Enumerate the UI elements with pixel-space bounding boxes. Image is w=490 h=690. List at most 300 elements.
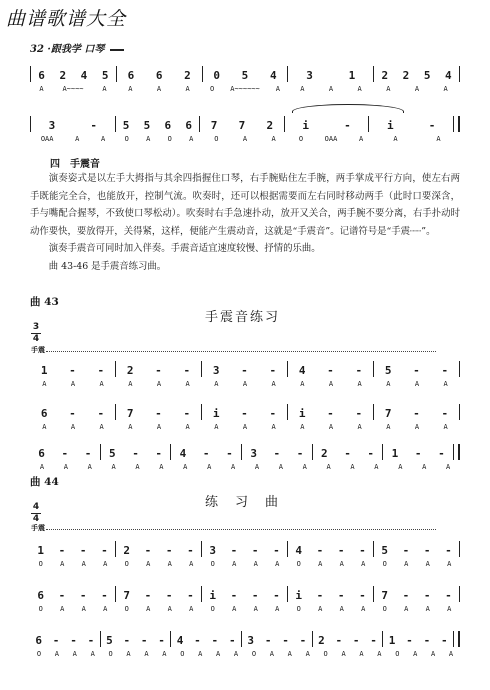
breath-symbol: A [341,650,346,658]
note: - [423,544,431,557]
measure [202,364,287,377]
symbol-group [202,379,288,389]
breath-symbol: A [443,423,448,431]
breath-symbol: A [386,380,391,388]
breath-symbol: A [90,650,95,658]
breath-symbol: A [414,423,420,431]
note: - [273,544,280,557]
note: 0 [213,69,221,82]
intro-note-row [30,60,460,82]
measure [369,119,453,132]
breath-symbol: A [271,135,276,143]
note: 4 [445,69,452,82]
breath-symbol: A [81,605,86,613]
note: 2 [59,69,67,82]
note: 6 [155,69,163,82]
note: 7 [238,119,246,132]
note: - [251,589,259,602]
breath-symbol: O [296,605,301,613]
note: 1 [348,69,356,82]
note: 7 [123,589,130,602]
time-sig-top: 4 [32,502,40,512]
measure [31,69,116,82]
breath-symbol: O [38,605,43,613]
barline [459,361,460,377]
measure [374,589,459,602]
breath-symbol: A [128,423,133,431]
symbol-group [374,422,460,432]
measure [383,447,453,460]
note: 6 [40,407,48,420]
note: 5 [241,69,249,82]
barline [453,116,460,132]
note: - [241,364,248,377]
paragraph-2: 演奏手震音可同时加入伴奏。手震音适宜速度较慢、抒情的乐曲。 [48,243,321,254]
note: - [440,634,448,647]
measure [203,69,288,82]
breath-symbol: A [70,380,76,388]
note: - [445,544,452,557]
breath-symbol: A [159,463,164,471]
piece44-note-row [30,625,460,647]
breath-symbol: A [448,650,454,658]
note: 3 [209,544,216,557]
measure [202,589,287,602]
piece-44-title: 练 习 曲 [205,495,281,510]
breath-symbol: A [146,605,151,613]
breath-symbol: A [39,85,44,93]
breath-symbol: A [72,650,77,658]
breath-symbol: A [447,605,452,613]
breath-symbol: A [275,560,280,568]
note: - [211,634,219,647]
breath-symbol: A [300,380,305,388]
note: - [273,589,280,602]
symbol-group [102,462,174,472]
note: - [79,544,87,557]
breath-symbol: A [393,135,398,143]
note: 7 [381,589,388,602]
measure [202,544,287,557]
note: - [441,407,449,420]
breath-symbol: A [87,463,92,471]
note: - [413,407,420,420]
note: - [69,407,76,420]
note: 4 [179,447,187,460]
symbol-group [116,379,202,389]
breath-symbol: A [54,650,59,658]
symbol-group [288,604,374,614]
note: 6 [164,119,172,132]
breath-symbol: A [328,85,334,93]
note: 5 [143,119,151,132]
symbol-group [202,422,288,432]
measure [374,364,459,377]
breath-symbol: A [60,605,65,613]
breath-symbol: A [233,650,239,658]
note: - [144,589,152,602]
symbol-group [30,379,116,389]
measure [31,119,115,132]
piece43-symbol-row [30,379,460,389]
note: 5 [106,634,113,647]
breath-symbol: A~~~~~~ [230,85,260,93]
breath-symbol: A [253,605,258,613]
breath-symbol: A [156,380,162,388]
piece-44-tremolo-line [46,529,436,530]
breath-symbol: O [395,650,400,658]
symbol-group [288,559,374,569]
breath-symbol: A [357,380,362,388]
breath-symbol: A [386,85,391,93]
header-rule [110,49,124,51]
symbol-group [245,649,317,659]
note: i [212,407,220,420]
note: 4 [269,69,277,82]
note: - [402,589,410,602]
measure [242,447,312,460]
piece43-note-row [30,398,460,420]
breath-symbol: A [156,423,162,431]
note: 2 [184,69,191,82]
breath-symbol: A [185,423,190,431]
breath-symbol: A [425,560,430,568]
breath-symbol: O [214,135,219,143]
measure [116,589,201,602]
symbol-group [288,84,374,94]
breath-symbol: A [214,423,219,431]
note: - [367,447,375,460]
breath-symbol: A [111,463,116,471]
breath-symbol: A [232,560,237,568]
breath-symbol: A [305,650,310,658]
symbol-group [388,462,460,472]
breath-symbol: A [271,423,276,431]
time-sig-bottom: 4 [32,334,40,344]
note: - [264,634,272,647]
note: 6 [185,119,193,132]
note: - [269,407,277,420]
breath-symbol: A [326,463,331,471]
piece44-note-row [30,535,460,557]
breath-symbol: A [414,380,420,388]
note: - [359,589,366,602]
measure [30,447,100,460]
note: - [70,634,77,647]
breath-symbol: A [359,650,364,658]
measure [313,447,383,460]
piece-44-number: 曲 44 [30,476,59,488]
note: - [230,544,238,557]
measure [116,119,200,132]
symbol-group [116,422,202,432]
note: - [202,447,210,460]
breath-symbol: A [374,463,379,471]
breath-symbol: A [275,85,280,93]
breath-symbol: O [124,135,129,143]
running-header-text: 32 ·跟我学 口琴 [30,44,105,55]
measure [30,589,115,602]
symbol-group [374,84,460,94]
symbol-group [317,649,389,659]
measure [383,634,453,647]
breath-symbol: O [251,650,257,658]
symbol-group [202,84,288,94]
piece43-symbol-row [30,422,460,432]
breath-symbol: A [75,135,80,143]
barline [459,404,460,420]
breath-symbol: A [445,463,451,471]
breath-symbol: A [198,650,203,658]
breath-symbol: A [189,135,194,143]
note: - [230,589,238,602]
measure [30,407,115,420]
note: 6 [38,69,45,82]
symbol-group [116,84,202,94]
note: - [144,544,152,557]
note: 5 [381,544,388,557]
breath-symbol: A [135,463,140,471]
note: - [90,119,97,132]
note: - [370,634,377,647]
piece44-symbol-row [30,649,460,659]
breath-symbol: A [81,560,86,568]
breath-symbol: A [431,650,436,658]
note: 2 [402,69,410,82]
breath-symbol: A [302,463,307,471]
tie-arc [292,104,404,113]
note: - [228,634,236,647]
breath-symbol: O [38,560,43,568]
measure [242,634,312,647]
note: - [428,119,436,132]
breath-symbol: A [436,135,441,143]
breath-symbol: A [358,135,364,143]
note: - [132,447,139,460]
note: - [251,544,259,557]
note: i [209,589,216,602]
note: 3 [48,119,56,132]
note: 2 [126,364,134,377]
breath-symbol: A [42,380,47,388]
symbol-group [30,649,102,659]
measure [101,634,171,647]
note: 4 [176,634,184,647]
breath-symbol: A [167,560,172,568]
breath-symbol: A [183,463,188,471]
breath-symbol: A [425,605,430,613]
breath-symbol: A [287,650,292,658]
breath-symbol: A [146,135,151,143]
breath-symbol: A [185,85,190,93]
note: - [84,447,92,460]
symbol-group [317,462,389,472]
note: - [423,589,431,602]
barline [459,541,460,557]
breath-symbol: A [242,380,248,388]
note: - [183,407,191,420]
barline [459,586,460,602]
breath-symbol: A [377,650,382,658]
note: - [344,119,351,132]
note: - [165,589,173,602]
breath-symbol: A [230,463,236,471]
measure [288,69,373,82]
breath-symbol: A [361,605,366,613]
breath-symbol: A [103,605,108,613]
note: 6 [38,447,45,460]
note: - [445,589,452,602]
breath-symbol: A [99,380,104,388]
note: - [299,634,307,647]
note: i [386,119,394,132]
measure [116,544,201,557]
note: - [241,407,248,420]
piece43-note-row [30,438,460,460]
note: 1 [391,447,399,460]
symbol-group [116,134,202,144]
breath-symbol: A [63,463,68,471]
barline [453,444,460,460]
piece43-note-row [30,355,460,377]
note: 2 [123,544,130,557]
note: 6 [35,634,43,647]
piece43-symbol-row [30,462,460,472]
symbol-group [30,134,116,144]
breath-symbol: A [162,650,167,658]
breath-symbol: O [323,650,328,658]
breath-symbol: A [70,423,76,431]
measure [288,364,373,377]
breath-symbol: A [271,380,276,388]
measure [288,544,373,557]
note: 2 [381,69,389,82]
measure [30,634,100,647]
piece-44-time-signature [31,503,41,524]
piece-43-tremolo-label: 手震 [31,345,45,354]
symbol-group [30,604,116,614]
breath-symbol: A [300,85,305,93]
note: - [344,447,351,460]
breath-symbol: O [296,560,301,568]
breath-symbol: OAA [324,135,338,143]
note: - [97,407,105,420]
symbol-group [30,422,116,432]
measure [285,119,369,132]
note: - [359,544,366,557]
breath-symbol: O [167,135,172,143]
note: 1 [388,634,396,647]
note: - [165,544,173,557]
piece44-symbol-row [30,604,460,614]
note: - [441,364,449,377]
note: - [155,364,162,377]
running-header [30,40,124,55]
breath-symbol: A [60,560,65,568]
measure [117,69,202,82]
breath-symbol: A [167,605,172,613]
breath-symbol: A [103,560,108,568]
measure [288,589,373,602]
note: - [155,447,163,460]
symbol-group [374,379,460,389]
breath-symbol: A [102,85,107,93]
note: 6 [37,589,44,602]
breath-symbol: A [357,85,362,93]
piece-43-title: 手震音练习 [205,310,281,325]
note: - [296,447,304,460]
note: i [298,407,306,420]
breath-symbol: O [36,650,42,658]
note: - [316,589,324,602]
note: - [187,589,194,602]
breath-symbol: O [108,650,113,658]
time-sig-top: 3 [32,322,40,332]
note: 2 [320,447,328,460]
measure [101,447,171,460]
breath-symbol: A [275,605,280,613]
breath-symbol: O [124,605,129,613]
note: 3 [212,364,220,377]
note: i [295,589,302,602]
note: 1 [37,544,44,557]
breath-symbol: A [146,560,151,568]
note: - [194,634,201,647]
breath-symbol: A [156,85,162,93]
symbol-group [288,379,374,389]
breath-symbol: A [339,605,344,613]
breath-symbol: A [447,560,452,568]
symbol-group [245,462,317,472]
breath-symbol: O [180,650,185,658]
note: 4 [295,544,302,557]
note: - [79,589,87,602]
note: - [316,544,324,557]
body-text [30,170,460,275]
breath-symbol: O [382,560,387,568]
breath-symbol: A [128,85,133,93]
breath-symbol: A [216,650,221,658]
note: - [158,634,165,647]
note: - [337,589,345,602]
note: - [155,407,162,420]
note: - [355,364,363,377]
piece-43-time-signature [31,323,41,344]
note: - [97,364,105,377]
note: - [273,447,281,460]
breath-symbol: A [357,423,362,431]
breath-symbol: OAA [40,135,54,143]
breath-symbol: A [339,560,344,568]
breath-symbol: O [210,85,215,93]
breath-symbol: A [42,423,47,431]
note: - [269,364,277,377]
breath-symbol: A [232,605,237,613]
note: 7 [384,407,392,420]
note: 5 [423,69,431,82]
note: - [58,589,66,602]
piece44-note-row [30,580,460,602]
note: 4 [80,69,88,82]
breath-symbol: A [300,423,305,431]
intro-note-row [30,110,460,132]
symbol-group [30,84,116,94]
intro-symbol-row [30,84,460,94]
breath-symbol: A [404,560,409,568]
breath-symbol: A [318,605,323,613]
note: - [355,407,363,420]
note: - [226,447,233,460]
